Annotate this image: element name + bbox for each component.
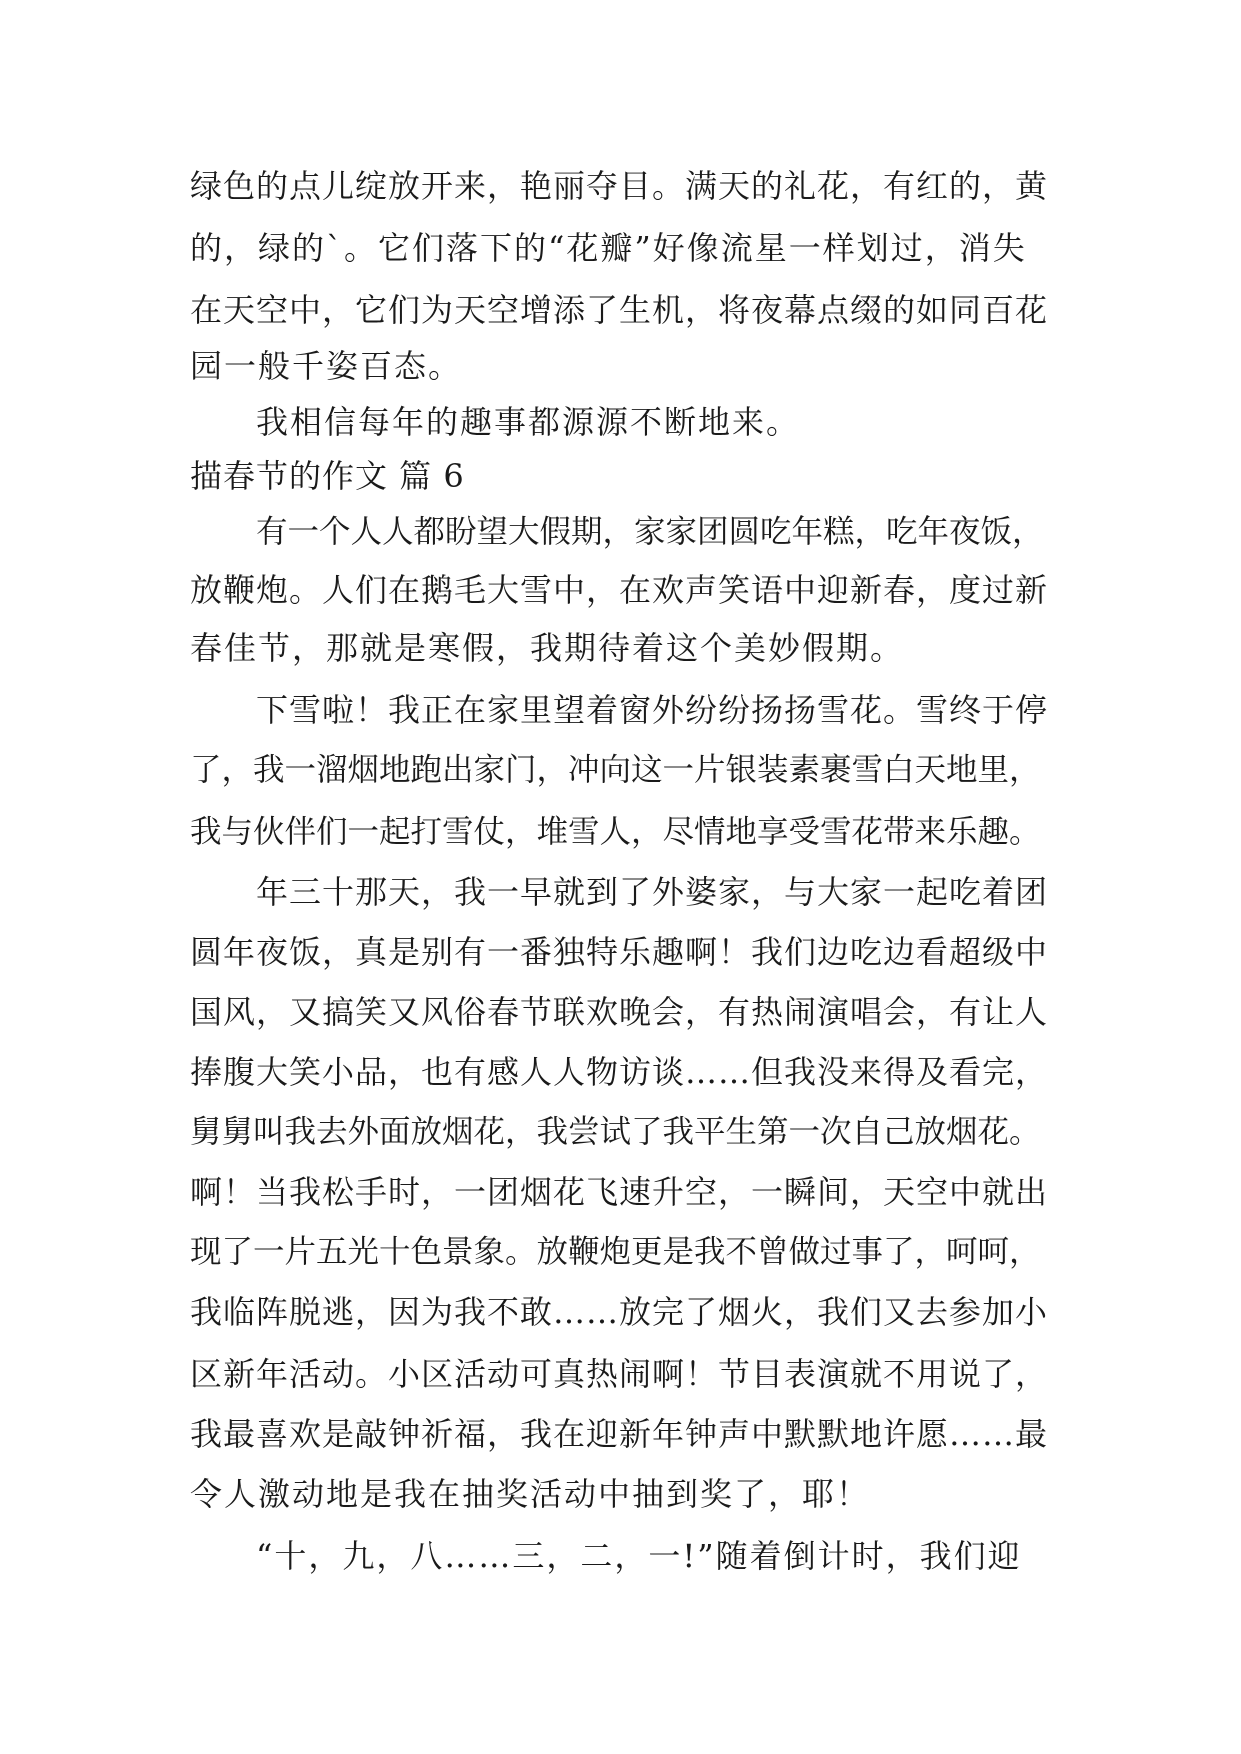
paragraph-line: 啊！当我松手时，一团烟花飞速升空，一瞬间，天空中就出	[190, 1173, 1049, 1211]
paragraph-line: 令人激动地是我在抽奖活动中抽到奖了，耶！	[190, 1475, 871, 1513]
section-heading: 描春节的作文 篇 6	[190, 457, 465, 495]
paragraph-line: 有一个人人都盼望大假期，家家团圆吃年糕，吃年夜饭，	[256, 514, 1044, 550]
paragraph-line: 了，我一溜烟地跑出家门，冲向这一片银装素裹雪白天地里，	[190, 752, 1041, 788]
paragraph-line: 舅舅叫我去外面放烟花，我尝试了我平生第一次自己放烟花。	[190, 1114, 1041, 1150]
paragraph-line: 我相信每年的趣事都源源不断地来。	[256, 403, 801, 441]
paragraph-line: 放鞭炮。人们在鹅毛大雪中，在欢声笑语中迎新春，度过新	[190, 571, 1049, 609]
paragraph-line: 的，绿的`。它们落下的“花瓣”好像流星一样划过，消失	[190, 229, 1027, 267]
paragraph-line: 年三十那天，我一早就到了外婆家，与大家一起吃着团	[256, 873, 1049, 911]
paragraph-line: 我临阵脱逃，因为我不敢……放完了烟火，我们又去参加小	[190, 1293, 1049, 1331]
paragraph-line: 现了一片五光十色景象。放鞭炮更是我不曾做过事了，呵呵，	[190, 1234, 1041, 1270]
paragraph-line: 下雪啦！我正在家里望着窗外纷纷扬扬雪花。雪终于停	[256, 691, 1049, 729]
paragraph-line: 区新年活动。小区活动可真热闹啊！节目表演就不用说了，	[190, 1355, 1049, 1393]
paragraph-line: 捧腹大笑小品，也有感人人物访谈……但我没来得及看完，	[190, 1053, 1049, 1091]
paragraph-line: 在天空中，它们为天空增添了生机，将夜幕点缀的如同百花	[190, 291, 1049, 329]
paragraph-line: 国风，又搞笑又风俗春节联欢晚会，有热闹演唱会，有让人	[190, 993, 1049, 1031]
paragraph-line: “十，九，八……三，二，一!”随着倒计时，我们迎	[256, 1537, 1022, 1575]
paragraph-line: 绿色的点儿绽放开来，艳丽夺目。满天的礼花，有红的，黄	[190, 167, 1049, 205]
paragraph-line: 我与伙伴们一起打雪仗，堆雪人，尽情地享受雪花带来乐趣。	[190, 814, 1041, 850]
paragraph-line: 圆年夜饭，真是别有一番独特乐趣啊！我们边吃边看超级中	[190, 933, 1049, 971]
paragraph-line: 我最喜欢是敲钟祈福，我在迎新年钟声中默默地许愿……最	[190, 1415, 1049, 1453]
paragraph-line: 园一般千姿百态。	[190, 347, 463, 385]
paragraph-line: 春佳节，那就是寒假，我期待着这个美妙假期。	[190, 629, 905, 667]
